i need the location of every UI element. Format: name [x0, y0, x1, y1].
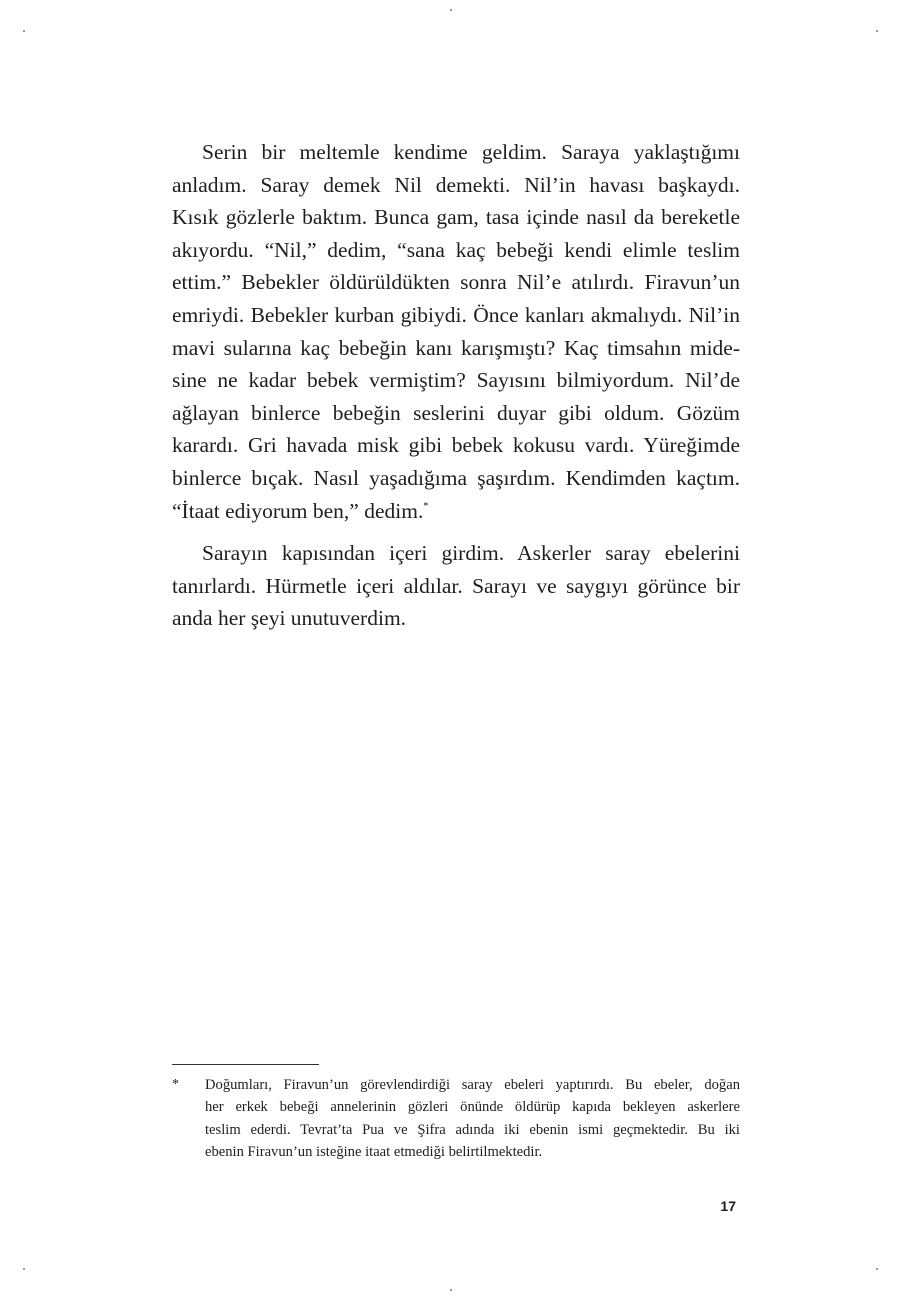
- footnote-reference[interactable]: *: [423, 500, 429, 512]
- footnote-line: ebenin Firavun’un isteğine itaat etmediği belirtilmektedir.: [205, 1143, 543, 1160]
- text-line: ağlayan binlerce bebeğin seslerini duyar gibi oldum. Gözüm: [172, 400, 740, 425]
- text-line: emriydi. Bebekler kurban gibiydi. Önce kanları akmalıydı. Nil’in: [172, 302, 740, 327]
- text-line: anladım. Saray demek Nil demekti. Nil’in havası başkaydı.: [172, 172, 740, 197]
- crop-mark-bottom-right: [876, 1268, 878, 1270]
- footnote-line: teslim ederdi. Tevrat’ta Pua ve Şifra adında iki ebenin ismi geçmektedir. Bu iki: [205, 1121, 740, 1138]
- footnote: [172, 1074, 740, 1163]
- paragraph: [172, 537, 740, 635]
- footnote-line: her erkek bebeği annelerinin gözleri önünde öldürüp kapıda bekleyen askerlere: [205, 1099, 740, 1116]
- text-line-content: “İtaat ediyorum ben,” dedim.: [172, 498, 424, 523]
- crop-mark-top-right: [876, 30, 878, 32]
- paragraph: [172, 136, 740, 527]
- text-line: tanırlardı. Hürmetle içeri aldılar. Sarayı ve saygıyı görünce bir: [172, 573, 740, 598]
- crop-mark-top-center: [450, 9, 452, 11]
- footnote-marker: *: [172, 1077, 179, 1092]
- text-line: [172, 495, 740, 528]
- crop-mark-bottom-left: [23, 1268, 25, 1270]
- text-line: Sarayın kapısından içeri girdim. Askerler saray ebelerini: [202, 541, 740, 566]
- text-line: ettim.” Bebekler öldürüldükten sonra Nil’e atılırdı. Firavun’un: [172, 270, 740, 295]
- paragraph-spacing: [172, 527, 740, 537]
- text-line: karardı. Gri havada misk gibi bebek kokusu vardı. Yüreğimde: [172, 433, 740, 458]
- footnote-line: Doğumları, Firavun’un görevlendirdiği saray ebeleri yaptırırdı. Bu ebeler, doğan: [205, 1077, 740, 1093]
- text-line: Kısık gözlerle baktım. Bunca gam, tasa içinde nasıl da bereketle: [172, 205, 740, 230]
- crop-mark-top-left: [23, 30, 25, 32]
- text-line: akıyordu. “Nil,” dedim, “sana kaç bebeği kendi elimle teslim: [172, 237, 740, 262]
- body-text: [172, 136, 740, 635]
- text-line: mavi sularına kaç bebeğin kanı karışmıştı? Kaç timsahın mide-: [172, 335, 740, 360]
- page-number: 17: [720, 1198, 736, 1214]
- text-line: sine ne kadar bebek vermiştim? Sayısını bilmiyordum. Nil’de: [172, 368, 740, 393]
- text-line: Serin bir meltemle kendime geldim. Saraya yaklaştığımı: [202, 140, 740, 164]
- text-line: anda her şeyi unutuverdim.: [172, 606, 407, 631]
- footnote-separator: [172, 1064, 319, 1065]
- text-line: binlerce bıçak. Nasıl yaşadığıma şaşırdım. Kendimden kaçtım.: [172, 465, 740, 490]
- footnote-text: [205, 1074, 740, 1163]
- crop-mark-bottom-center: [450, 1289, 452, 1291]
